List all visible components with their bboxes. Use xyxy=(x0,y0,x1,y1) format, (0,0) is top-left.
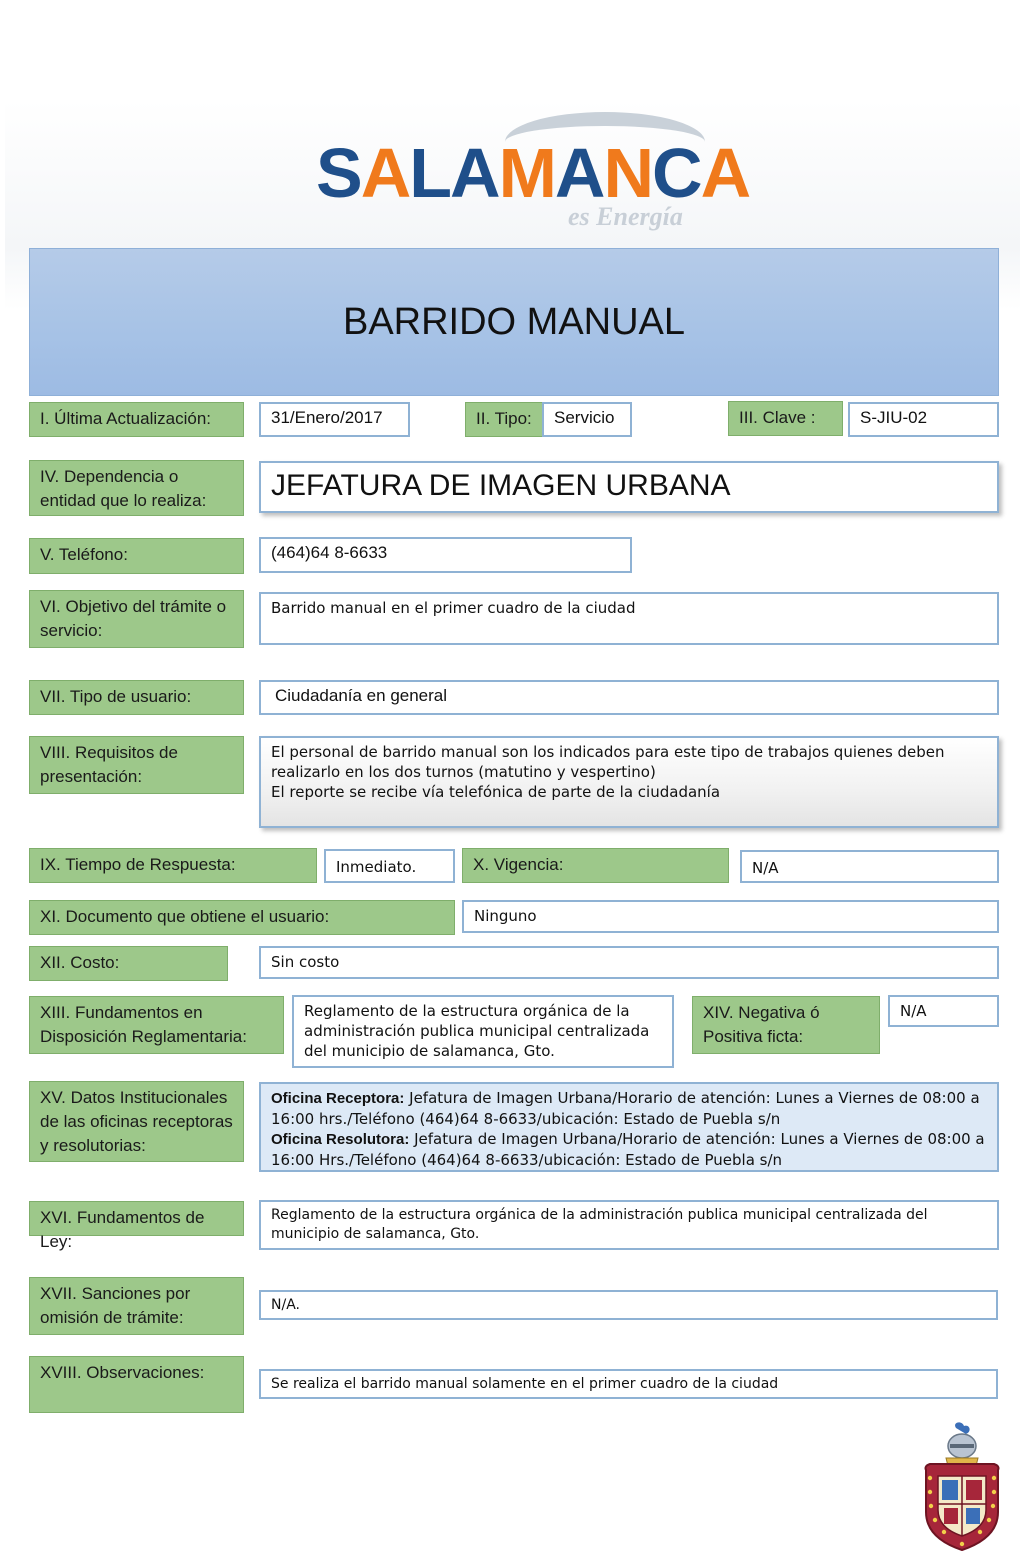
label-costo: XII. Costo: xyxy=(29,946,228,981)
label-dependencia: IV. Dependencia o entidad que lo realiza: xyxy=(29,460,244,516)
salamanca-logo: SALAMANCA xyxy=(316,134,750,212)
requisitos-line-2: El reporte se recibe vía telefónica de parte de la ciudadanía xyxy=(271,783,721,801)
value-telefono: (464)64 8-6633 xyxy=(259,537,632,573)
label-clave: III. Clave : xyxy=(728,401,843,436)
value-documento: Ninguno xyxy=(462,900,999,933)
label-documento: XI. Documento que obtiene el usuario: xyxy=(29,900,455,935)
resolutora-text: Jefatura de Imagen Urbana/Horario de atención: Lunes a Viernes de 08:00 a 16:00 Hrs./Teléfono (464)64 8-6633/ubicación: Estado de Puebla s/n xyxy=(271,1130,985,1169)
label-negativa: XIV. Negativa ó Positiva ficta: xyxy=(692,996,880,1054)
requisitos-line-1: El personal de barrido manual son los indicados para este tipo de trabajos quienes deben realizarlo en los dos turnos (matutino y vespertino) xyxy=(271,743,945,781)
label-fundamentos-disposicion: XIII. Fundamentos en Disposición Reglamentaria: xyxy=(29,996,284,1054)
value-fundamentos-ley: Reglamento de la estructura orgánica de la administración publica municipal centralizada del municipio de salamanca, Gto. xyxy=(259,1200,999,1250)
label-datos-institucionales: XV. Datos Institucionales de las oficinas receptoras y resolutorias: xyxy=(29,1081,244,1162)
value-datos-institucionales xyxy=(259,1082,999,1172)
value-tipo-usuario: Ciudadanía en general xyxy=(259,680,999,715)
coat-of-arms-icon xyxy=(918,1420,1004,1555)
label-telefono: V. Teléfono: xyxy=(29,538,244,574)
label-tipo: II. Tipo: xyxy=(465,402,543,437)
value-tiempo-respuesta: Inmediato. xyxy=(324,849,455,883)
label-ultima-actualizacion: I. Última Actualización: xyxy=(29,402,244,437)
label-vigencia: X. Vigencia: xyxy=(462,848,729,883)
logo-tagline: es Energía xyxy=(568,202,683,231)
value-tipo: Servicio xyxy=(542,402,632,437)
value-vigencia: N/A xyxy=(740,850,999,883)
label-objetivo: VI. Objetivo del trámite o servicio: xyxy=(29,590,244,648)
label-observaciones: XVIII. Observaciones: xyxy=(29,1356,244,1413)
label-tipo-usuario: VII. Tipo de usuario: xyxy=(29,680,244,715)
value-negativa: N/A xyxy=(888,995,999,1027)
title-banner xyxy=(29,248,999,396)
label-sanciones: XVII. Sanciones por omisión de trámite: xyxy=(29,1277,244,1335)
resolutora-title: Oficina Resolutora: xyxy=(271,1131,410,1148)
label-requisitos: VIII. Requisitos de presentación: xyxy=(29,736,244,794)
receptora-text: Jefatura de Imagen Urbana/Horario de atención: Lunes a Viernes de 08:00 a 16:00 hrs./Teléfono (464)64 8-6633/ubicación: Estado de Puebla s/n xyxy=(271,1089,980,1128)
value-fundamentos-disposicion: Reglamento de la estructura orgánica de la administración publica municipal centralizada del municipio de salamanca, Gto. xyxy=(292,995,674,1068)
value-requisitos xyxy=(259,736,999,828)
receptora-title: Oficina Receptora: xyxy=(271,1090,405,1107)
value-costo: Sin costo xyxy=(259,946,999,979)
value-observaciones: Se realiza el barrido manual solamente en el primer cuadro de la ciudad xyxy=(259,1369,998,1399)
value-ultima-actualizacion: 31/Enero/2017 xyxy=(259,402,410,437)
value-sanciones: N/A. xyxy=(259,1290,998,1320)
value-objetivo: Barrido manual en el primer cuadro de la ciudad xyxy=(259,592,999,645)
value-dependencia: JEFATURA DE IMAGEN URBANA xyxy=(259,461,999,513)
label-tiempo-respuesta: IX. Tiempo de Respuesta: xyxy=(29,848,317,883)
label-fundamentos-ley: XVI. Fundamentos de Ley: xyxy=(29,1201,244,1236)
value-clave: S-JIU-02 xyxy=(848,402,999,437)
page-title: BARRIDO MANUAL xyxy=(342,301,686,343)
